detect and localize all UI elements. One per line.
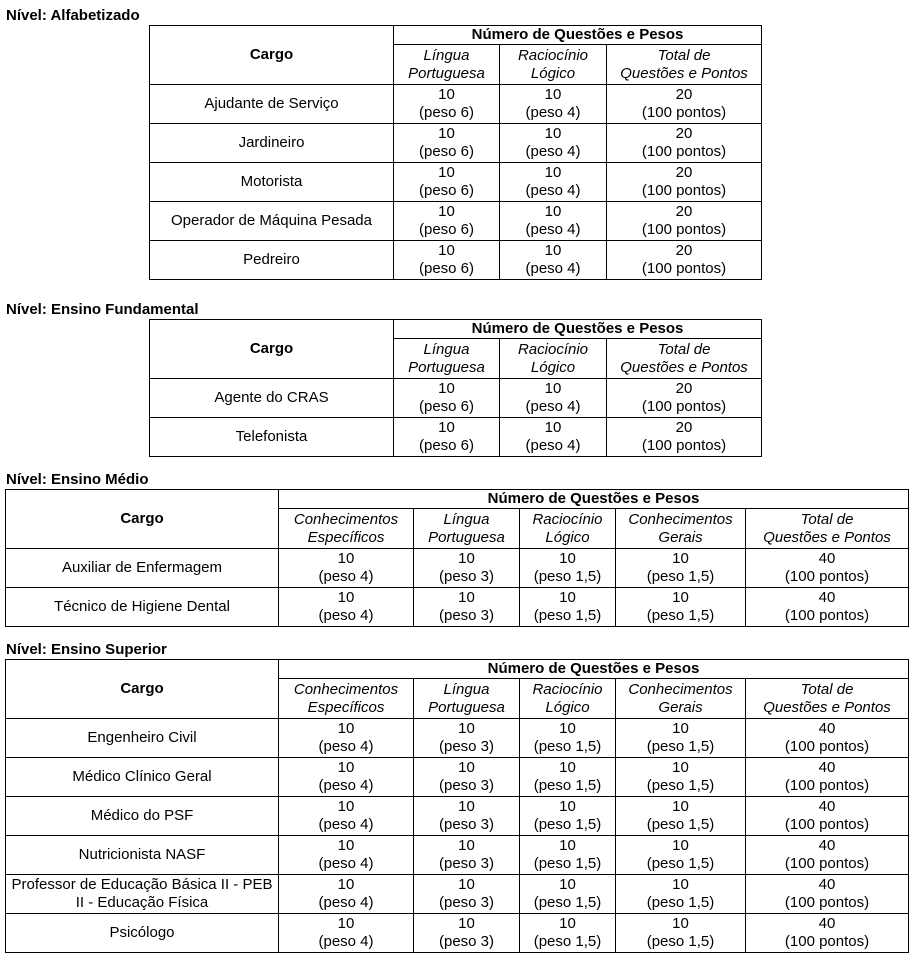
value-cell-line-1: 10 — [438, 242, 455, 259]
table-row — [6, 914, 909, 953]
value-cell-line-2: (peso 6) — [418, 104, 475, 121]
column-header-line-1: Total de — [800, 680, 854, 698]
value-cell — [394, 241, 500, 280]
value-cell-line-1: 10 — [672, 550, 689, 567]
column-header-line-1: Conhecimentos — [628, 510, 733, 528]
value-cell-line-2: (peso 4) — [525, 104, 581, 121]
column-header-line-2: Portuguesa — [408, 358, 485, 376]
cargo-cell: Médico do PSF — [6, 797, 279, 836]
value-cell — [279, 797, 414, 836]
value-cell — [616, 758, 746, 797]
cargo-cell: Técnico de Higiene Dental — [6, 588, 279, 627]
column-header-line-1: Língua — [443, 510, 490, 528]
value-cell-line-1: 10 — [337, 915, 355, 932]
column-header-line-1: Total de — [657, 46, 711, 64]
value-cell-line-1: 40 — [818, 720, 836, 737]
value-cell-line-1: 10 — [559, 759, 576, 776]
value-cell-line-2: (peso 6) — [418, 221, 475, 238]
value-cell — [520, 836, 616, 875]
value-cell-line-1: 10 — [544, 419, 562, 436]
value-cell-line-1: 40 — [818, 915, 836, 932]
column-header-line-2: Lógico — [545, 528, 590, 546]
value-cell-line-2: (peso 4) — [525, 398, 581, 415]
value-cell-line-1: 40 — [818, 798, 836, 815]
header-row — [150, 320, 762, 339]
column-header-line-2: Gerais — [658, 528, 703, 546]
value-cell — [607, 241, 762, 280]
cargo-cell: Telefonista — [150, 418, 394, 457]
column-header — [500, 45, 607, 85]
value-cell — [500, 241, 607, 280]
value-cell — [746, 836, 909, 875]
value-cell-line-1: 40 — [818, 550, 836, 567]
header-row — [6, 490, 909, 509]
value-cell-line-1: 10 — [559, 550, 576, 567]
value-cell-line-2: (peso 4) — [318, 855, 374, 872]
value-cell-line-1: 10 — [559, 589, 576, 606]
column-header-line-2: Questões e Pontos — [620, 358, 748, 376]
column-header-line-1: Língua — [423, 340, 470, 358]
column-header-line-2: Lógico — [530, 358, 576, 376]
value-cell-line-2: (peso 4) — [318, 894, 374, 911]
column-header — [414, 679, 520, 719]
value-cell-line-1: 10 — [672, 589, 689, 606]
column-header-line-2: Lógico — [530, 64, 576, 82]
group-header: Número de Questões e Pesos — [279, 660, 909, 679]
table-row — [6, 549, 909, 588]
value-cell-line-1: 10 — [672, 876, 689, 893]
table-row — [150, 85, 762, 124]
value-cell-line-2: (100 pontos) — [784, 855, 870, 872]
value-cell-line-1: 10 — [559, 798, 576, 815]
value-cell-line-2: (peso 1,5) — [646, 894, 715, 911]
table-row — [150, 202, 762, 241]
value-cell-line-1: 20 — [675, 164, 693, 181]
value-cell-line-2: (peso 1,5) — [646, 855, 715, 872]
value-cell — [746, 588, 909, 627]
value-cell-line-1: 10 — [458, 798, 475, 815]
value-cell — [520, 758, 616, 797]
value-cell-line-2: (100 pontos) — [641, 221, 727, 238]
value-cell-line-2: (peso 6) — [418, 398, 475, 415]
value-cell-line-2: (peso 4) — [318, 777, 374, 794]
value-cell-line-2: (peso 3) — [438, 933, 495, 950]
group-header: Número de Questões e Pesos — [279, 490, 909, 509]
value-cell — [500, 379, 607, 418]
value-cell-line-2: (peso 1,5) — [533, 933, 602, 950]
value-cell-line-2: (100 pontos) — [641, 104, 727, 121]
cargo-cell: Psicólogo — [6, 914, 279, 953]
header-row — [150, 26, 762, 45]
value-cell-line-2: (peso 1,5) — [533, 568, 602, 585]
column-header — [746, 679, 909, 719]
value-cell — [616, 836, 746, 875]
value-cell-line-2: (peso 4) — [525, 260, 581, 277]
value-cell-line-1: 10 — [438, 164, 455, 181]
value-cell-line-1: 10 — [337, 876, 355, 893]
table-row — [6, 758, 909, 797]
value-cell — [607, 379, 762, 418]
value-cell-line-2: (100 pontos) — [641, 143, 727, 160]
cargo-header: Cargo — [6, 490, 279, 549]
value-cell — [746, 797, 909, 836]
value-cell-line-2: (100 pontos) — [784, 777, 870, 794]
column-header-line-1: Conhecimentos — [628, 680, 733, 698]
value-cell-line-2: (peso 4) — [525, 182, 581, 199]
value-cell — [414, 914, 520, 953]
value-cell — [414, 719, 520, 758]
value-cell — [520, 914, 616, 953]
value-cell-line-2: (peso 1,5) — [533, 816, 602, 833]
column-header — [607, 339, 762, 379]
value-cell — [500, 124, 607, 163]
value-cell — [616, 549, 746, 588]
value-cell-line-1: 10 — [438, 203, 455, 220]
value-cell-line-2: (peso 4) — [318, 933, 374, 950]
value-cell-line-1: 20 — [675, 86, 693, 103]
value-cell-line-1: 10 — [458, 876, 475, 893]
value-cell-line-1: 10 — [672, 837, 689, 854]
value-cell-line-1: 20 — [675, 203, 693, 220]
value-cell — [520, 875, 616, 914]
value-cell — [279, 549, 414, 588]
value-cell-line-1: 10 — [438, 380, 455, 397]
value-cell — [607, 418, 762, 457]
value-cell-line-1: 10 — [337, 759, 355, 776]
column-header-line-2: Questões e Pontos — [620, 64, 748, 82]
value-cell-line-2: (100 pontos) — [784, 607, 870, 624]
value-cell — [394, 202, 500, 241]
value-cell-line-2: (100 pontos) — [641, 182, 727, 199]
column-header — [394, 339, 500, 379]
cargo-cell: Pedreiro — [150, 241, 394, 280]
value-cell — [500, 202, 607, 241]
column-header-line-1: Total de — [657, 340, 711, 358]
value-cell-line-2: (peso 4) — [318, 816, 374, 833]
value-cell-line-1: 20 — [675, 125, 693, 142]
column-header — [279, 509, 414, 549]
column-header-line-2: Portuguesa — [428, 698, 505, 716]
value-cell-line-1: 10 — [458, 915, 475, 932]
table-alfabetizado — [149, 25, 762, 280]
value-cell-line-1: 40 — [818, 837, 836, 854]
value-cell-line-1: 10 — [544, 125, 562, 142]
value-cell — [746, 914, 909, 953]
value-cell-line-1: 10 — [544, 203, 562, 220]
value-cell-line-1: 10 — [559, 876, 576, 893]
value-cell — [414, 875, 520, 914]
column-header — [746, 509, 909, 549]
column-header-line-2: Portuguesa — [428, 528, 505, 546]
value-cell-line-2: (peso 1,5) — [533, 894, 602, 911]
table-row — [6, 875, 909, 914]
value-cell — [279, 836, 414, 875]
value-cell — [500, 418, 607, 457]
value-cell-line-2: (peso 1,5) — [533, 607, 602, 624]
value-cell-line-1: 10 — [672, 720, 689, 737]
cargo-header: Cargo — [6, 660, 279, 719]
value-cell — [279, 914, 414, 953]
value-cell-line-2: (peso 6) — [418, 437, 475, 454]
value-cell-line-2: (100 pontos) — [784, 894, 870, 911]
value-cell-line-1: 40 — [818, 759, 836, 776]
section-title-alfabetizado: Nível: Alfabetizado — [6, 7, 140, 24]
value-cell-line-1: 10 — [672, 759, 689, 776]
cargo-cell: Ajudante de Serviço — [150, 85, 394, 124]
value-cell — [414, 549, 520, 588]
value-cell — [520, 797, 616, 836]
value-cell-line-1: 10 — [438, 125, 455, 142]
table-ensino-superior — [5, 659, 909, 953]
value-cell-line-2: (peso 6) — [418, 182, 475, 199]
value-cell-line-2: (peso 1,5) — [533, 855, 602, 872]
value-cell — [616, 588, 746, 627]
value-cell-line-1: 10 — [337, 589, 355, 606]
value-cell-line-2: (peso 4) — [525, 221, 581, 238]
column-header-line-2: Questões e Pontos — [763, 528, 891, 546]
value-cell — [500, 163, 607, 202]
value-cell — [394, 124, 500, 163]
value-cell — [746, 719, 909, 758]
value-cell-line-1: 10 — [559, 837, 576, 854]
value-cell — [746, 549, 909, 588]
value-cell — [746, 758, 909, 797]
column-header-line-1: Raciocínio — [532, 680, 603, 698]
value-cell — [607, 163, 762, 202]
value-cell-line-2: (peso 1,5) — [646, 568, 715, 585]
value-cell-line-2: (100 pontos) — [784, 568, 870, 585]
value-cell-line-1: 20 — [675, 242, 693, 259]
column-header-line-2: Específicos — [307, 698, 385, 716]
cargo-header: Cargo — [150, 26, 394, 85]
value-cell-line-2: (peso 1,5) — [646, 933, 715, 950]
column-header-line-1: Língua — [443, 680, 490, 698]
value-cell-line-1: 10 — [458, 589, 475, 606]
cargo-cell: Nutricionista NASF — [6, 836, 279, 875]
value-cell-line-2: (peso 4) — [318, 607, 374, 624]
value-cell-line-1: 10 — [559, 915, 576, 932]
value-cell-line-2: (peso 1,5) — [646, 777, 715, 794]
value-cell — [616, 719, 746, 758]
value-cell — [394, 418, 500, 457]
value-cell — [279, 758, 414, 797]
column-header — [414, 509, 520, 549]
value-cell-line-2: (peso 3) — [438, 607, 495, 624]
value-cell-line-2: (peso 3) — [438, 894, 495, 911]
value-cell-line-2: (peso 1,5) — [646, 738, 715, 755]
value-cell-line-2: (peso 1,5) — [646, 607, 715, 624]
value-cell — [279, 588, 414, 627]
value-cell-line-2: (peso 1,5) — [646, 816, 715, 833]
value-cell-line-2: (peso 6) — [418, 260, 475, 277]
value-cell — [394, 85, 500, 124]
value-cell-line-1: 10 — [438, 86, 455, 103]
value-cell-line-2: (peso 4) — [318, 738, 374, 755]
value-cell-line-2: (peso 3) — [438, 777, 495, 794]
value-cell-line-1: 20 — [675, 419, 693, 436]
table-ensino-fundamental — [149, 319, 762, 457]
column-header-line-2: Questões e Pontos — [763, 698, 891, 716]
column-header-line-2: Portuguesa — [408, 64, 485, 82]
value-cell-line-1: 10 — [672, 798, 689, 815]
value-cell-line-2: (100 pontos) — [784, 738, 870, 755]
table-row — [150, 241, 762, 280]
value-cell — [607, 202, 762, 241]
column-header — [616, 509, 746, 549]
section-title-ensino-superior: Nível: Ensino Superior — [6, 641, 167, 658]
column-header-line-1: Conhecimentos — [293, 680, 399, 698]
value-cell-line-1: 10 — [544, 242, 562, 259]
value-cell — [746, 875, 909, 914]
column-header-line-2: Específicos — [307, 528, 385, 546]
table-row — [150, 379, 762, 418]
value-cell-line-1: 10 — [672, 915, 689, 932]
value-cell-line-2: (peso 3) — [438, 816, 495, 833]
value-cell — [520, 549, 616, 588]
value-cell — [607, 85, 762, 124]
table-row — [6, 797, 909, 836]
column-header-line-2: Lógico — [545, 698, 590, 716]
group-header: Número de Questões e Pesos — [394, 26, 762, 45]
value-cell — [520, 588, 616, 627]
value-cell-line-1: 10 — [544, 164, 562, 181]
value-cell — [607, 124, 762, 163]
table-row — [6, 588, 909, 627]
value-cell-line-1: 10 — [337, 798, 355, 815]
section-title-ensino-medio: Nível: Ensino Médio — [6, 471, 149, 488]
value-cell — [616, 914, 746, 953]
table-row — [150, 163, 762, 202]
value-cell-line-1: 40 — [818, 589, 836, 606]
value-cell — [616, 797, 746, 836]
value-cell-line-1: 10 — [559, 720, 576, 737]
column-header — [394, 45, 500, 85]
column-header — [520, 509, 616, 549]
value-cell — [616, 875, 746, 914]
column-header — [607, 45, 762, 85]
column-header-line-1: Total de — [800, 510, 854, 528]
value-cell-line-2: (peso 3) — [438, 855, 495, 872]
value-cell-line-1: 10 — [438, 419, 455, 436]
table-row — [6, 719, 909, 758]
value-cell-line-1: 20 — [675, 380, 693, 397]
value-cell-line-2: (peso 3) — [438, 738, 495, 755]
column-header-line-1: Raciocínio — [517, 340, 589, 358]
value-cell — [414, 588, 520, 627]
cargo-cell: Auxiliar de Enfermagem — [6, 549, 279, 588]
value-cell — [520, 719, 616, 758]
value-cell-line-1: 10 — [458, 550, 475, 567]
cargo-header: Cargo — [150, 320, 394, 379]
section-title-ensino-fundamental: Nível: Ensino Fundamental — [6, 301, 199, 318]
value-cell — [279, 875, 414, 914]
value-cell-line-1: 10 — [337, 720, 355, 737]
column-header — [500, 339, 607, 379]
column-header — [616, 679, 746, 719]
cargo-cell: Professor de Educação Básica II - PEB II - Educação Física — [6, 875, 279, 914]
column-header-line-1: Língua — [423, 46, 470, 64]
value-cell-line-2: (peso 4) — [525, 437, 581, 454]
cargo-cell: Operador de Máquina Pesada — [150, 202, 394, 241]
value-cell — [414, 758, 520, 797]
cargo-cell: Médico Clínico Geral — [6, 758, 279, 797]
value-cell-line-1: 10 — [337, 837, 355, 854]
column-header-line-1: Conhecimentos — [293, 510, 399, 528]
value-cell — [414, 797, 520, 836]
value-cell — [394, 163, 500, 202]
cargo-cell: Motorista — [150, 163, 394, 202]
value-cell-line-1: 10 — [458, 759, 475, 776]
value-cell-line-2: (peso 1,5) — [533, 777, 602, 794]
table-row — [6, 836, 909, 875]
column-header — [520, 679, 616, 719]
table-ensino-medio — [5, 489, 909, 627]
value-cell-line-2: (peso 3) — [438, 568, 495, 585]
column-header-line-1: Raciocínio — [532, 510, 603, 528]
value-cell-line-1: 10 — [458, 837, 475, 854]
value-cell — [500, 85, 607, 124]
column-header — [279, 679, 414, 719]
cargo-cell: Jardineiro — [150, 124, 394, 163]
value-cell-line-1: 10 — [544, 86, 562, 103]
value-cell-line-2: (100 pontos) — [784, 816, 870, 833]
table-row — [150, 418, 762, 457]
value-cell-line-2: (peso 4) — [318, 568, 374, 585]
value-cell-line-1: 10 — [544, 380, 562, 397]
value-cell-line-2: (peso 1,5) — [533, 738, 602, 755]
table-row — [150, 124, 762, 163]
cargo-cell: Agente do CRAS — [150, 379, 394, 418]
column-header-line-1: Raciocínio — [517, 46, 589, 64]
value-cell-line-1: 40 — [818, 876, 836, 893]
value-cell-line-2: (100 pontos) — [784, 933, 870, 950]
value-cell-line-2: (peso 6) — [418, 143, 475, 160]
header-row — [6, 660, 909, 679]
value-cell-line-2: (100 pontos) — [641, 398, 727, 415]
value-cell-line-2: (100 pontos) — [641, 260, 727, 277]
value-cell-line-1: 10 — [337, 550, 355, 567]
cargo-cell: Engenheiro Civil — [6, 719, 279, 758]
value-cell — [414, 836, 520, 875]
column-header-line-2: Gerais — [658, 698, 703, 716]
value-cell — [279, 719, 414, 758]
group-header: Número de Questões e Pesos — [394, 320, 762, 339]
value-cell-line-1: 10 — [458, 720, 475, 737]
value-cell-line-2: (100 pontos) — [641, 437, 727, 454]
value-cell-line-2: (peso 4) — [525, 143, 581, 160]
value-cell — [394, 379, 500, 418]
